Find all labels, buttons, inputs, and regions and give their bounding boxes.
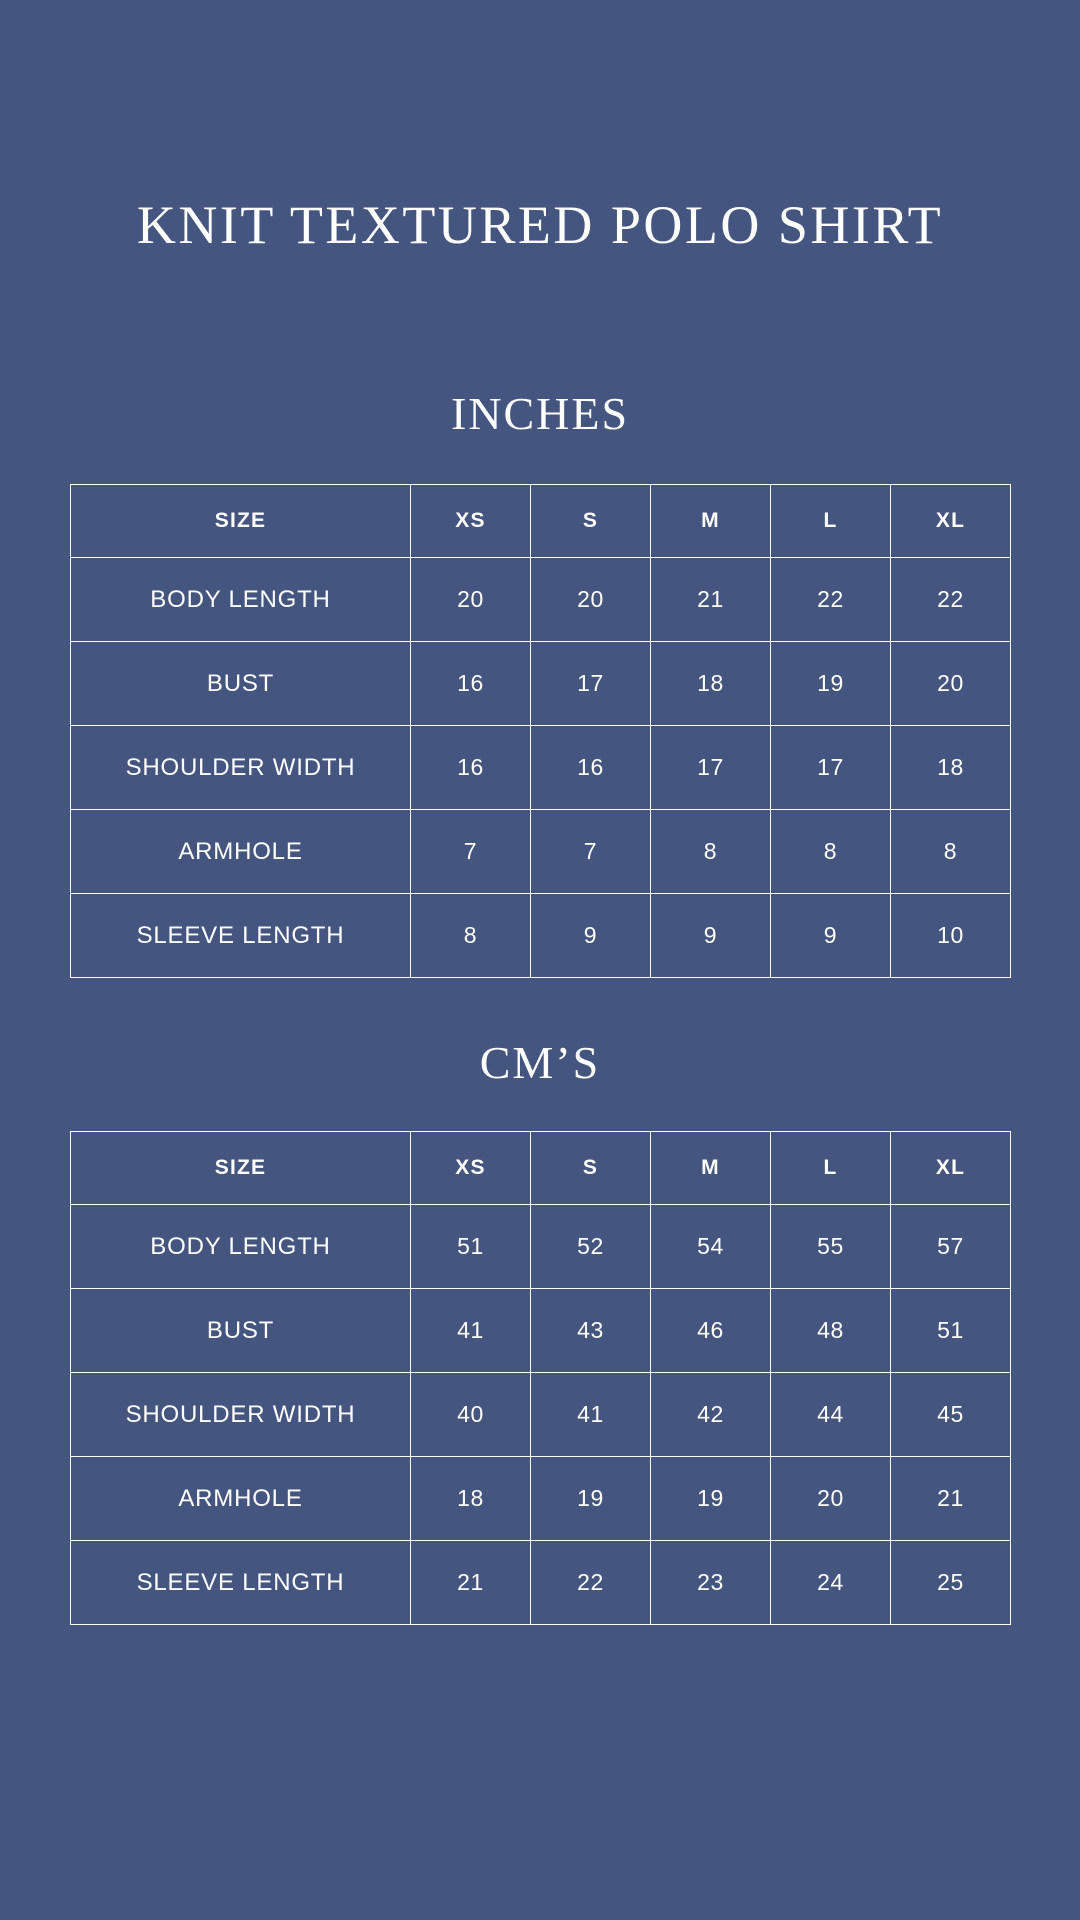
- table-row: [71, 1373, 1011, 1457]
- cell-value: 20: [531, 558, 651, 642]
- cell-value: 17: [771, 726, 891, 810]
- cell-value: 19: [771, 642, 891, 726]
- cell-value: 57: [891, 1205, 1011, 1289]
- cm-table-container: [70, 1131, 1010, 1625]
- column-header-size: SIZE: [71, 485, 411, 558]
- cell-value: 19: [651, 1457, 771, 1541]
- column-header-l: L: [771, 485, 891, 558]
- table-row: [71, 1289, 1011, 1373]
- cell-value: 17: [651, 726, 771, 810]
- row-label: ARMHOLE: [71, 810, 411, 894]
- table-header-row: [71, 485, 1011, 558]
- cell-value: 8: [771, 810, 891, 894]
- page-title: KNIT TEXTURED POLO SHIRT: [136, 195, 944, 255]
- table-row: [71, 558, 1011, 642]
- cell-value: 9: [531, 894, 651, 978]
- column-header-l: L: [771, 1132, 891, 1205]
- column-header-s: S: [531, 1132, 651, 1205]
- cell-value: 20: [771, 1457, 891, 1541]
- cell-value: 16: [411, 726, 531, 810]
- cell-value: 7: [531, 810, 651, 894]
- table-row: [71, 1457, 1011, 1541]
- cell-value: 24: [771, 1541, 891, 1625]
- column-header-xl: XL: [891, 1132, 1011, 1205]
- cell-value: 46: [651, 1289, 771, 1373]
- column-header-xs: XS: [411, 485, 531, 558]
- row-label: SHOULDER WIDTH: [71, 726, 411, 810]
- cell-value: 41: [411, 1289, 531, 1373]
- column-header-m: M: [651, 485, 771, 558]
- cell-value: 8: [891, 810, 1011, 894]
- cell-value: 17: [531, 642, 651, 726]
- row-label: BUST: [71, 1289, 411, 1373]
- inches-size-table: [70, 484, 1011, 978]
- cell-value: 9: [771, 894, 891, 978]
- cell-value: 18: [891, 726, 1011, 810]
- cell-value: 48: [771, 1289, 891, 1373]
- cell-value: 19: [531, 1457, 651, 1541]
- cell-value: 54: [651, 1205, 771, 1289]
- cell-value: 41: [531, 1373, 651, 1457]
- table-row: [71, 1205, 1011, 1289]
- inches-section-heading: INCHES: [450, 388, 630, 440]
- row-label: BODY LENGTH: [71, 558, 411, 642]
- cell-value: 10: [891, 894, 1011, 978]
- table-header-row: [71, 1132, 1011, 1205]
- cell-value: 42: [651, 1373, 771, 1457]
- row-label: BUST: [71, 642, 411, 726]
- column-header-xl: XL: [891, 485, 1011, 558]
- row-label: SLEEVE LENGTH: [71, 894, 411, 978]
- cell-value: 40: [411, 1373, 531, 1457]
- cell-value: 45: [891, 1373, 1011, 1457]
- cell-value: 52: [531, 1205, 651, 1289]
- cell-value: 7: [411, 810, 531, 894]
- cell-value: 21: [891, 1457, 1011, 1541]
- cell-value: 9: [651, 894, 771, 978]
- cell-value: 23: [651, 1541, 771, 1625]
- cell-value: 8: [411, 894, 531, 978]
- cell-value: 22: [531, 1541, 651, 1625]
- cell-value: 21: [651, 558, 771, 642]
- column-header-xs: XS: [411, 1132, 531, 1205]
- cell-value: 22: [771, 558, 891, 642]
- cell-value: 22: [891, 558, 1011, 642]
- cell-value: 51: [891, 1289, 1011, 1373]
- cell-value: 21: [411, 1541, 531, 1625]
- table-row: [71, 894, 1011, 978]
- cm-size-table: [70, 1131, 1011, 1625]
- cm-section-heading: CM’S: [479, 1037, 601, 1089]
- row-label: SHOULDER WIDTH: [71, 1373, 411, 1457]
- row-label: BODY LENGTH: [71, 1205, 411, 1289]
- inches-table-container: [70, 484, 1010, 978]
- table-row: [71, 1541, 1011, 1625]
- table-row: [71, 726, 1011, 810]
- row-label: SLEEVE LENGTH: [71, 1541, 411, 1625]
- cell-value: 43: [531, 1289, 651, 1373]
- cell-value: 16: [531, 726, 651, 810]
- column-header-s: S: [531, 485, 651, 558]
- row-label: ARMHOLE: [71, 1457, 411, 1541]
- column-header-size: SIZE: [71, 1132, 411, 1205]
- cell-value: 18: [651, 642, 771, 726]
- column-header-m: M: [651, 1132, 771, 1205]
- cell-value: 16: [411, 642, 531, 726]
- cell-value: 8: [651, 810, 771, 894]
- table-row: [71, 642, 1011, 726]
- cell-value: 51: [411, 1205, 531, 1289]
- cell-value: 55: [771, 1205, 891, 1289]
- cell-value: 20: [411, 558, 531, 642]
- cell-value: 20: [891, 642, 1011, 726]
- table-row: [71, 810, 1011, 894]
- cell-value: 25: [891, 1541, 1011, 1625]
- cell-value: 44: [771, 1373, 891, 1457]
- cell-value: 18: [411, 1457, 531, 1541]
